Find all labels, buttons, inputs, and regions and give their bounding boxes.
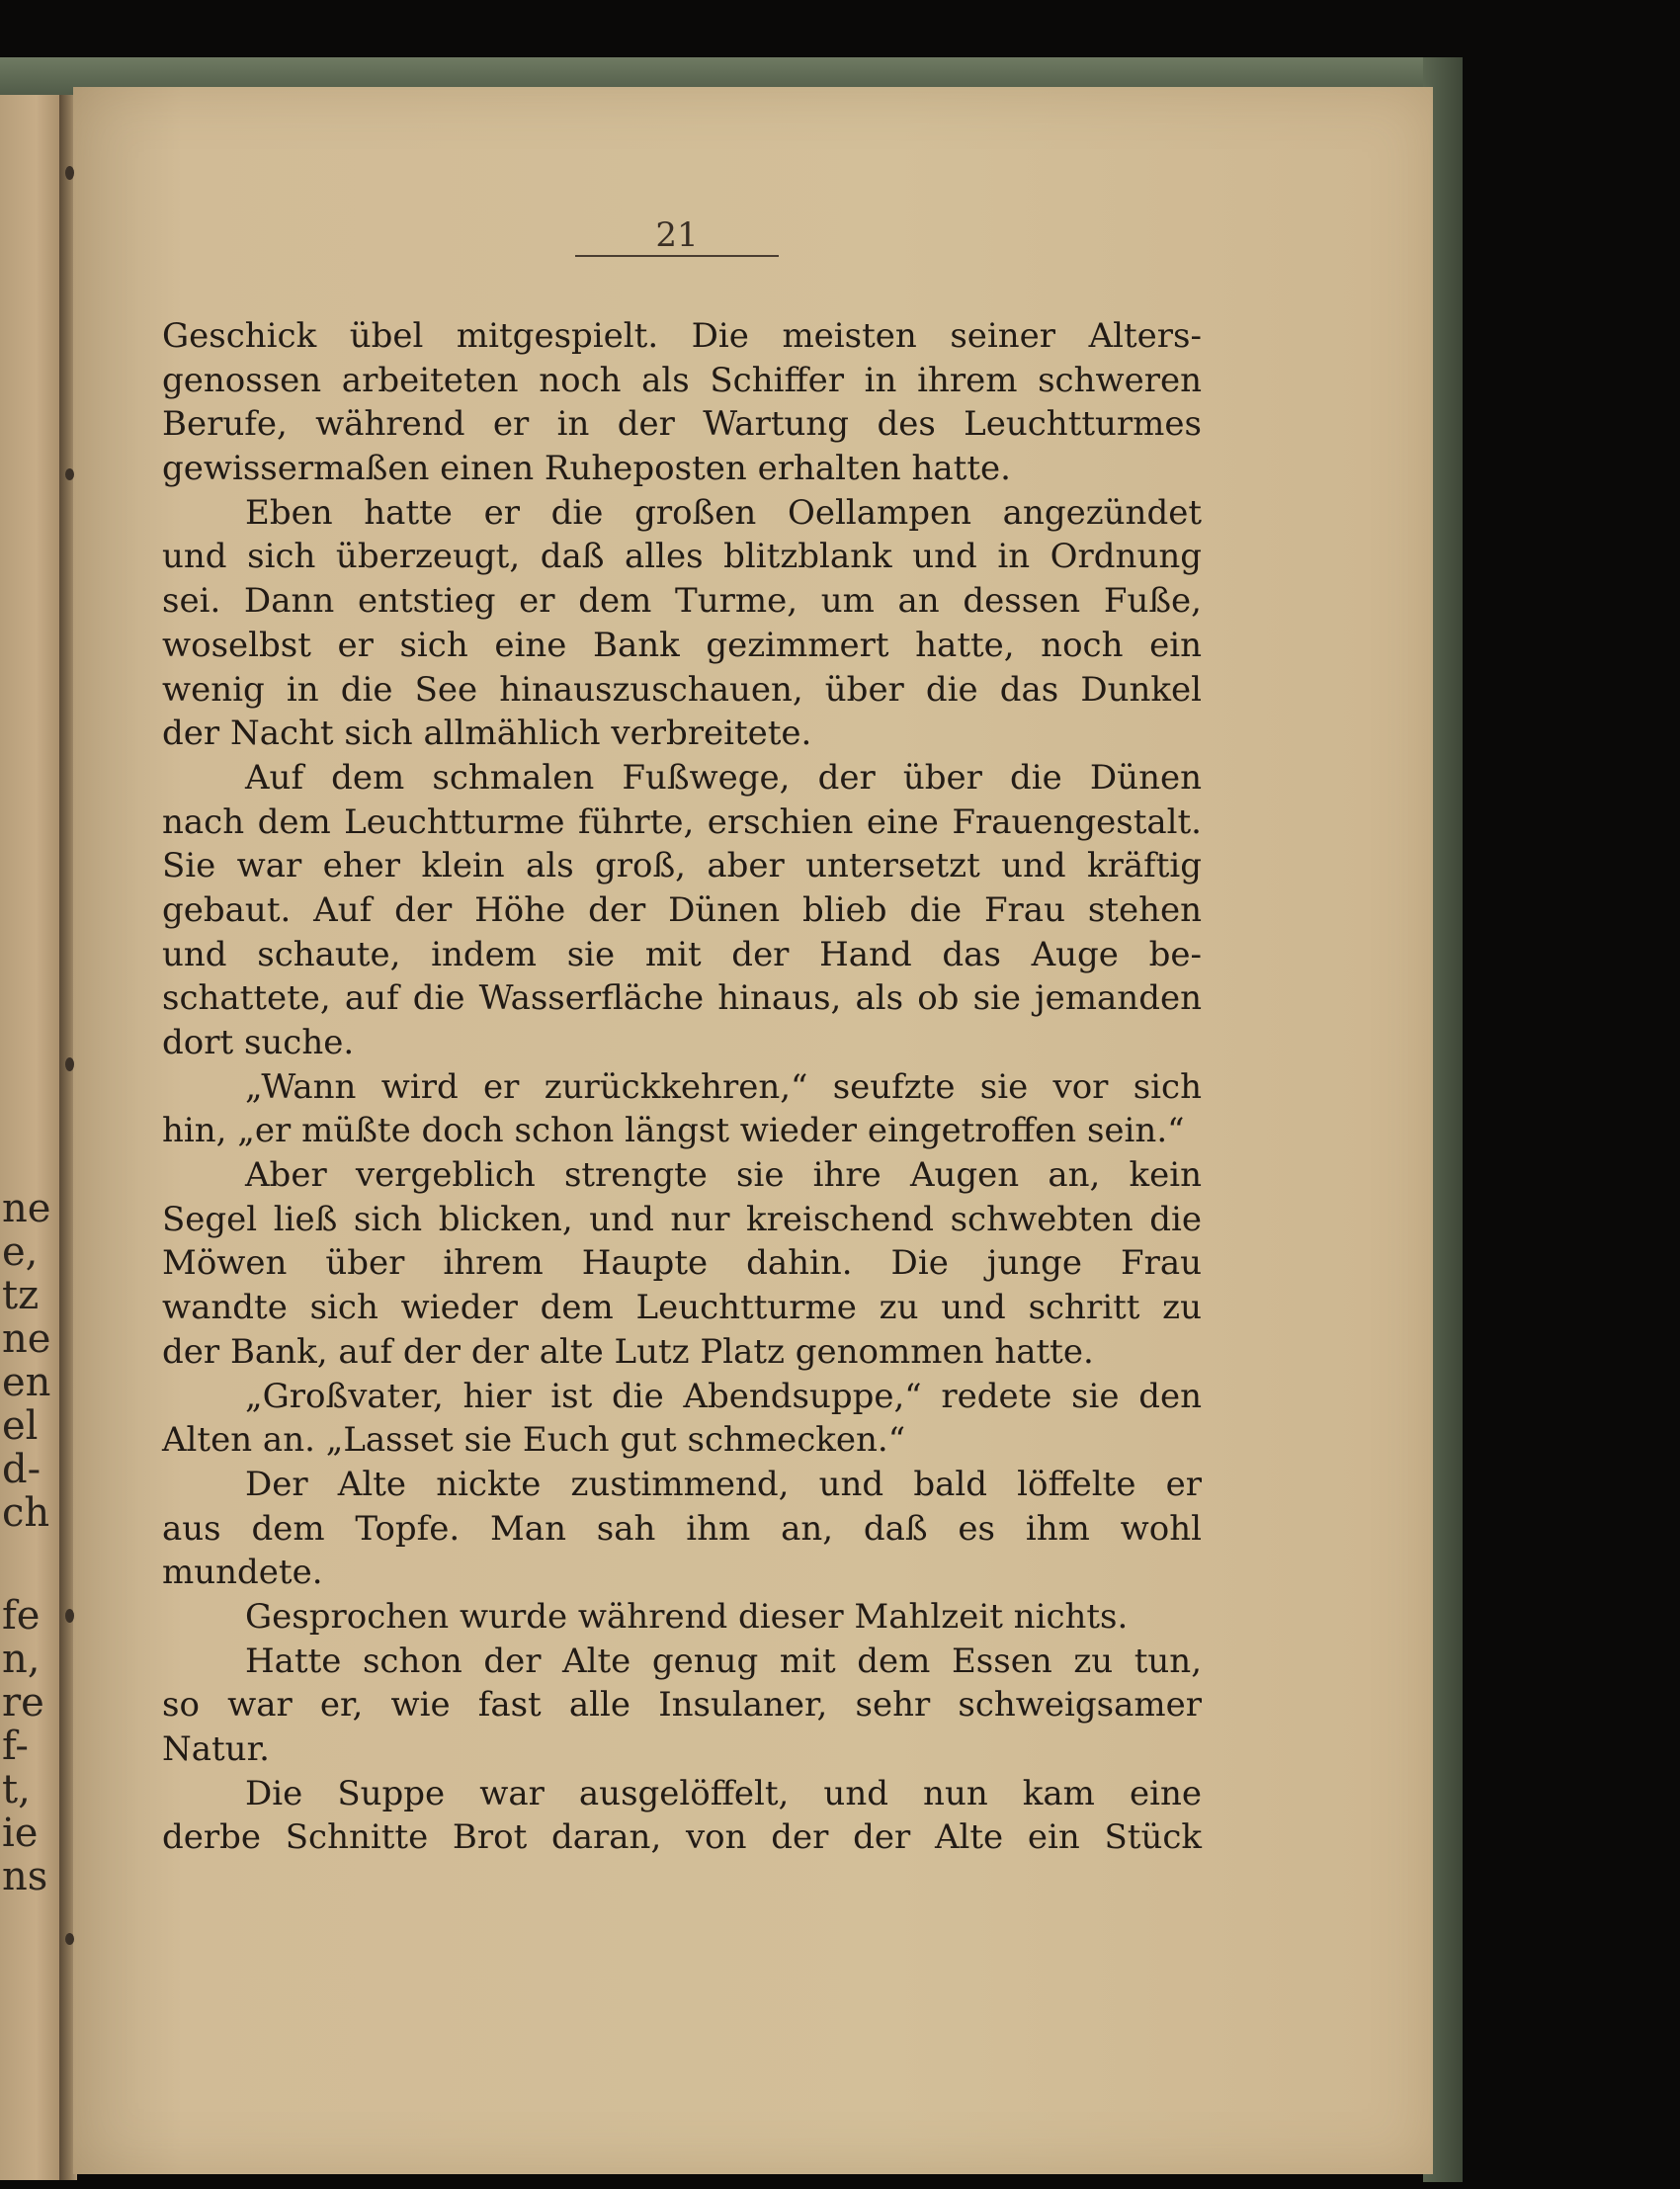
- text-line: „Großvater, hier ist die Abendsuppe,“ redete sie den: [245, 1376, 1202, 1416]
- text-line: Gesprochen wurde während dieser Mahlzeit nichts.: [245, 1596, 1129, 1637]
- text-line: dort suche.: [162, 1023, 355, 1062]
- previous-page-fragment: ie: [2, 1810, 39, 1856]
- previous-page-fragment: tz: [2, 1273, 40, 1318]
- previous-page-fragment: fe: [2, 1593, 41, 1639]
- text-line: Berufe, während er in der Wartung des Leuchtturmes: [162, 404, 1202, 445]
- previous-page-fragment: el: [2, 1403, 39, 1449]
- body-text: [162, 314, 1202, 1860]
- page-number-rule: [575, 255, 779, 257]
- page-number: 21: [655, 215, 699, 255]
- text-line: Der Alte nickte zustimmend, und bald löffelte er: [245, 1464, 1202, 1504]
- previous-page-fragment: en: [2, 1360, 51, 1405]
- text-line: Sie war eher klein als groß, aber untersetzt und kräftig: [162, 846, 1202, 886]
- paper-speck: [65, 166, 74, 180]
- previous-page-fragment: ne: [2, 1186, 51, 1231]
- text-line: Segel ließ sich blicken, und nur kreischend schwebten die: [162, 1199, 1202, 1239]
- text-line: gewissermaßen einen Ruheposten erhalten hatte.: [162, 449, 1011, 489]
- text-line: mundete.: [162, 1553, 323, 1593]
- text-line: Hatte schon der Alte genug mit dem Essen zu tun,: [245, 1641, 1202, 1681]
- previous-page-fragment: re: [2, 1680, 44, 1726]
- paper-speck: [65, 468, 74, 480]
- previous-page-fragment: ch: [2, 1490, 50, 1536]
- text-line: Auf dem schmalen Fußwege, der über die Dünen: [245, 757, 1202, 798]
- previous-page-fragment: d-: [2, 1447, 42, 1492]
- text-line: Möwen über ihrem Haupte dahin. Die junge Frau: [162, 1243, 1202, 1284]
- previous-page-fragment: n,: [2, 1637, 41, 1682]
- previous-page-fragment: ne: [2, 1316, 51, 1362]
- text-line: und schaute, indem sie mit der Hand das Auge be-: [162, 934, 1202, 974]
- text-line: der Nacht sich allmählich verbreitete.: [162, 714, 812, 754]
- text-line: sei. Dann entstieg er dem Turme, um an dessen Fuße,: [162, 581, 1202, 622]
- text-line: hin, „er müßte doch schon längst wieder eingetroffen sein.“: [162, 1111, 1185, 1151]
- text-line: „Wann wird er zurückkehren,“ seufzte sie vor sich: [245, 1066, 1202, 1107]
- text-line: Aber vergeblich strengte sie ihre Augen an, kein: [245, 1155, 1202, 1196]
- text-line: Natur.: [162, 1729, 270, 1769]
- text-line: der Bank, auf der der alte Lutz Platz genommen hatte.: [162, 1331, 1094, 1372]
- previous-page-fragment: f-: [2, 1724, 29, 1769]
- text-line: so war er, wie fast alle Insulaner, sehr schweigsamer: [162, 1685, 1202, 1726]
- text-line: derbe Schnitte Brot daran, von der der Alte ein Stück: [162, 1817, 1202, 1858]
- text-line: wenig in die See hinauszuschauen, über die das Dunkel: [162, 669, 1202, 710]
- text-line: wandte sich wieder dem Leuchtturme zu und schritt zu: [162, 1288, 1202, 1328]
- text-line: woselbst er sich eine Bank gezimmert hatte, noch ein: [162, 625, 1202, 665]
- text-line: Alten an. „Lasset sie Euch gut schmecken.“: [162, 1420, 906, 1461]
- previous-page-fragment: t,: [2, 1767, 31, 1812]
- paper-speck: [65, 1057, 74, 1071]
- text-line: Die Suppe war ausgelöffelt, und nun kam eine: [245, 1773, 1202, 1813]
- text-line: Eben hatte er die großen Oellampen angezündet: [245, 492, 1202, 533]
- text-line: gebaut. Auf der Höhe der Dünen blieb die Frau stehen: [162, 889, 1202, 930]
- previous-page-fragment: ns: [2, 1854, 48, 1899]
- text-line: aus dem Topfe. Man sah ihm an, daß es ihm wohl: [162, 1508, 1202, 1549]
- text-line: genossen arbeiteten noch als Schiffer in ihrem schweren: [162, 360, 1202, 400]
- text-line: schattete, auf die Wasserfläche hinaus, als ob sie jemanden: [162, 978, 1202, 1019]
- paper-speck: [65, 1933, 74, 1945]
- previous-page-fragment: e,: [2, 1229, 39, 1275]
- previous-page-edge: [0, 95, 65, 2180]
- text-line: nach dem Leuchtturme führte, erschien eine Frauengestalt.: [162, 801, 1202, 842]
- paper-speck: [65, 1609, 74, 1623]
- text-line: Geschick übel mitgespielt. Die meisten seiner Alters-: [162, 316, 1202, 356]
- text-line: und sich überzeugt, daß alles blitzblank und in Ordnung: [162, 537, 1202, 577]
